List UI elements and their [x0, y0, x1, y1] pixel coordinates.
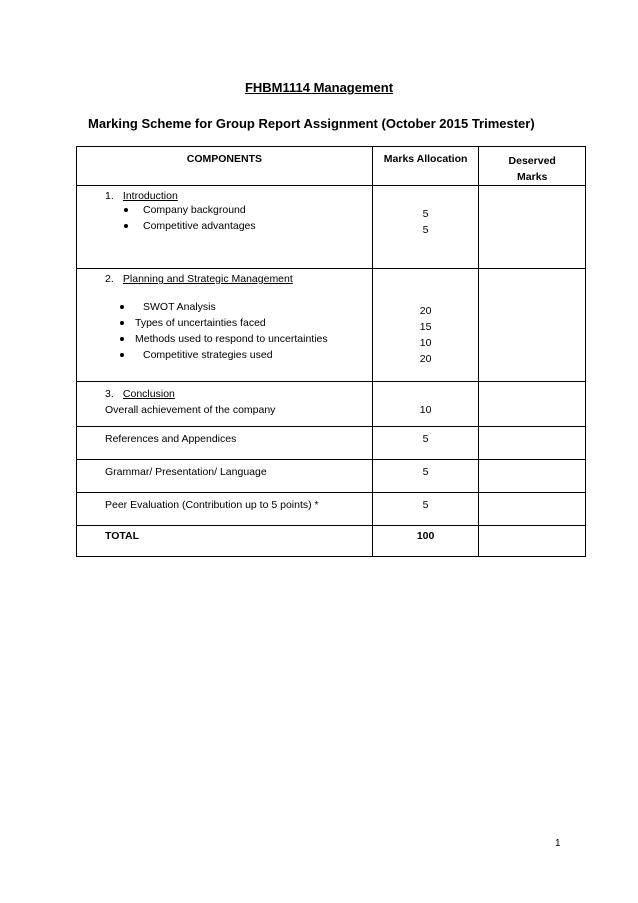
table-row-introduction	[77, 186, 586, 269]
row-label: Grammar/ Presentation/ Language	[105, 466, 267, 478]
deserved-cell	[479, 382, 586, 427]
mark-value: 10	[419, 404, 432, 416]
planning-cell	[77, 269, 373, 382]
table-row-total	[77, 526, 586, 557]
mark-value: 5	[422, 224, 429, 236]
deserved-cell	[479, 186, 586, 269]
list-item: Competitive strategies used	[105, 347, 372, 363]
row-marks: 5	[372, 493, 479, 526]
row-label: References and Appendices	[105, 433, 237, 445]
deserved-cell	[479, 493, 586, 526]
deserved-cell	[479, 460, 586, 493]
introduction-cell	[77, 186, 373, 269]
list-item: Company background	[105, 202, 372, 218]
row-label-cell	[77, 493, 373, 526]
table-row	[77, 493, 586, 526]
planning-marks	[372, 269, 479, 382]
planning-list	[77, 299, 372, 363]
page-number: 1	[555, 838, 561, 849]
row-marks: 5	[372, 460, 479, 493]
table-row-conclusion	[77, 382, 586, 427]
document-title: FHBM1114 Management	[244, 80, 394, 95]
list-item: Methods used to respond to uncertainties	[105, 331, 372, 347]
section-number: 1.	[105, 190, 114, 202]
mark-value: 5	[422, 208, 429, 220]
conclusion-line: Overall achievement of the company	[105, 404, 276, 416]
conclusion-marks	[372, 382, 479, 427]
header-components: COMPONENTS	[77, 147, 373, 186]
row-label-cell	[77, 460, 373, 493]
table-row	[77, 427, 586, 460]
table-row	[77, 460, 586, 493]
table-row-planning	[77, 269, 586, 382]
introduction-marks	[372, 186, 479, 269]
section-number: 3.	[105, 388, 114, 400]
section-title-text: Introduction	[122, 190, 178, 202]
section-title-text: Planning and Strategic Management	[122, 273, 293, 285]
row-label: Peer Evaluation (Contribution up to 5 points) *	[105, 499, 319, 511]
total-label: TOTAL	[105, 530, 140, 542]
row-label-cell	[77, 427, 373, 460]
conclusion-cell	[77, 382, 373, 427]
list-item: SWOT Analysis	[105, 299, 372, 315]
introduction-list	[77, 202, 372, 234]
header-deserved-marks	[479, 147, 586, 186]
header-deserved-line2: Marks	[517, 171, 548, 183]
header-deserved-line1: Deserved	[508, 155, 556, 167]
deserved-cell	[479, 526, 586, 557]
mark-value: 10	[419, 337, 432, 349]
mark-value: 15	[419, 321, 432, 333]
section-title-conclusion	[105, 386, 368, 402]
list-item: Competitive advantages	[105, 218, 372, 234]
section-title-planning	[105, 273, 368, 285]
total-marks: 100	[372, 526, 479, 557]
section-title-introduction	[105, 190, 368, 202]
list-item: Types of uncertainties faced	[105, 315, 372, 331]
document-subtitle: Marking Scheme for Group Report Assignment (October 2015 Trimester)	[88, 116, 535, 131]
table-header-row	[77, 147, 586, 186]
total-label-cell	[77, 526, 373, 557]
row-marks: 5	[372, 427, 479, 460]
section-number: 2.	[105, 273, 114, 285]
mark-value: 20	[419, 305, 432, 317]
mark-value: 20	[419, 353, 432, 365]
deserved-cell	[479, 427, 586, 460]
header-marks-allocation: Marks Allocation	[372, 147, 479, 186]
deserved-cell	[479, 269, 586, 382]
marking-scheme-table	[76, 146, 586, 557]
section-title-text: Conclusion	[122, 388, 175, 400]
